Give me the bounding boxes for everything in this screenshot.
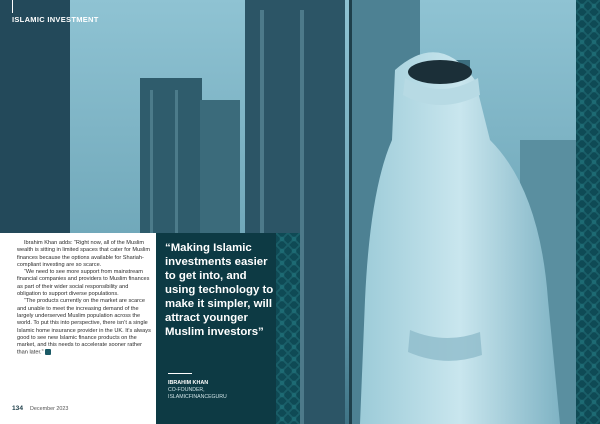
attribution-name: IBRAHIM KHAN <box>168 380 209 386</box>
issue-date: December 2023 <box>30 406 69 412</box>
page-number: 134 <box>12 405 24 412</box>
islamic-pattern-strip-right <box>576 0 600 424</box>
pull-quote: “Making Islamic investments easier to get into, and using technology to make it simpler, will attract younger Muslim investors” <box>165 242 274 338</box>
attribution-role-title: CO-FOUNDER, <box>168 387 205 393</box>
end-mark-icon <box>45 349 51 355</box>
body-paragraph <box>17 298 151 357</box>
article-body <box>17 240 151 357</box>
body-paragraph-text: “The products currently on the market are scarce and unable to meet the increasing demand of the largely underserved Muslim population across the world. To put this into perspective, there isn’t a single Islamic home insurance provider in the UK. It’s always good to see new Islamic finance products on the market, and this needs to accelerate sooner rather than later.” <box>17 298 151 356</box>
window-frame <box>349 0 352 424</box>
islamic-pattern-strip <box>276 233 300 424</box>
section-rule <box>12 0 13 13</box>
section-label: ISLAMIC INVESTMENT <box>12 15 99 24</box>
body-paragraph: “We need to see more support from mainstream financial companies and providers to Muslim finances as part of their wider social responsibility and obligation to support diverse populations. <box>17 269 150 298</box>
quote-divider <box>168 373 192 374</box>
attribution-company: ISLAMICFINANCEGURU <box>168 393 227 400</box>
body-paragraph: Ibrahim Khan adds: “Right now, all of the Muslim wealth is sitting in limited spaces that cater for Muslim finances because the options available for Shariah-compliant investing are so scarce. <box>17 240 151 268</box>
attribution-role <box>168 387 227 400</box>
